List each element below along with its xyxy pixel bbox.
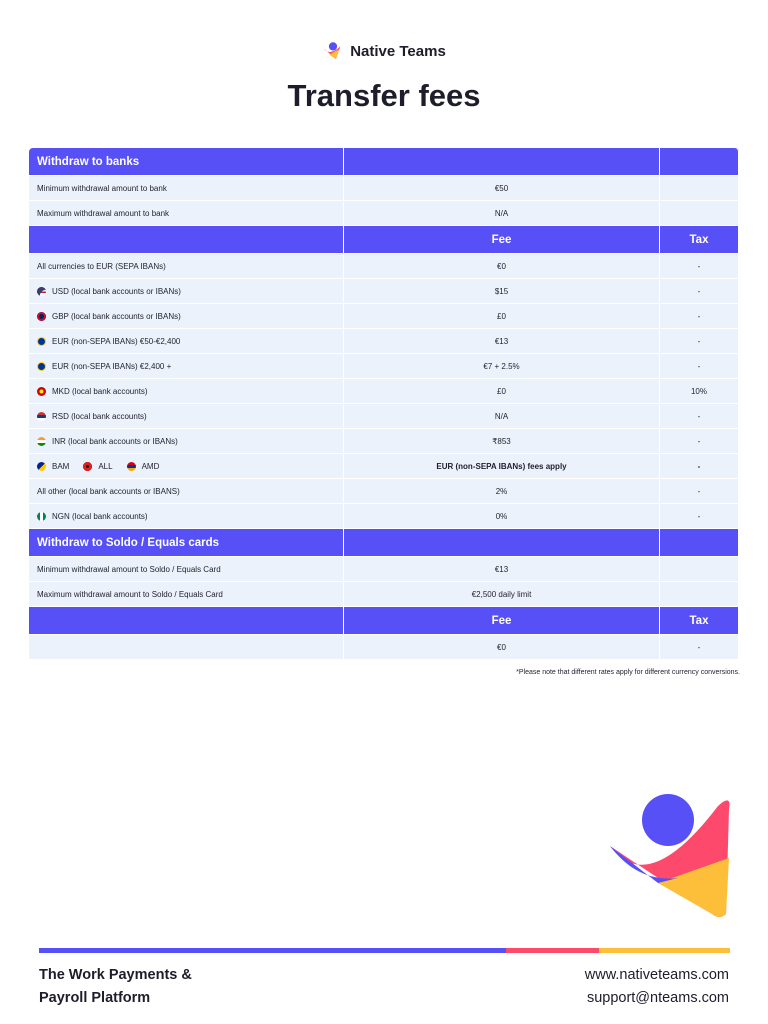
fee-tax-header [29,226,739,254]
fee-column-header: Fee [344,607,660,634]
section-title: Withdraw to Soldo / Equals cards [29,529,344,556]
rs-flag-icon [37,412,46,421]
brand-name: Native Teams [350,42,446,60]
table-row: Maximum withdrawal amount to Soldo / Equals Card €2,500 daily limit [29,582,739,607]
table-row: EUR (non-SEPA IBANs) €2,400 + €7 + 2.5% - [29,354,739,379]
native-teams-logo-icon [322,40,344,62]
table-row: BAM ALL AMD EUR (non-SEPA IBANs) fees apply - [29,454,739,479]
table-row: NGN (local bank accounts) 0% - [29,504,739,529]
eu-flag-icon [37,362,46,371]
table-row: MKD (local bank accounts) £0 10% [29,379,739,404]
tax-column-header: Tax [660,226,739,253]
eu-flag-icon [37,337,46,346]
native-teams-large-logo-icon [608,788,732,918]
table-row: EUR (non-SEPA IBANs) €50-€2,400 €13 - [29,329,739,354]
fee-tax-header [29,607,739,635]
table-row: GBP (local bank accounts or IBANs) £0 - [29,304,739,329]
al-flag-icon [83,462,92,471]
in-flag-icon [37,437,46,446]
table-row: Minimum withdrawal amount to Soldo / Equals Card €13 [29,557,739,582]
table-row: INR (local bank accounts or IBANs) ₹853 - [29,429,739,454]
brand [0,40,768,62]
footer-tagline: The Work Payments & Payroll Platform [39,967,192,1006]
footer-contact [585,964,729,1010]
footer-color-bar [39,948,730,953]
section-header-cards [29,529,739,557]
table-row: RSD (local bank accounts) N/A - [29,404,739,429]
table-row: €0 - [29,635,739,660]
website-link[interactable]: www.nativeteams.com [584,967,729,983]
gb-flag-icon [37,312,46,321]
table-row: Minimum withdrawal amount to bank €50 [29,176,739,201]
mk-flag-icon [37,387,46,396]
section-header-banks [29,148,739,176]
tax-column-header: Tax [660,607,739,634]
us-flag-icon [37,287,46,296]
table-row: USD (local bank accounts or IBANs) $15 - [29,279,739,304]
transfer-fees-table [29,148,739,660]
table-row: All other (local bank accounts or IBANS) 2% - [29,479,739,504]
conversion-note: *Please note that different rates apply for different currency conversions. [516,669,740,676]
am-flag-icon [127,462,136,471]
page-title: Transfer fees [287,78,481,113]
email-link[interactable]: support@nteams.com [586,990,729,1006]
section-title: Withdraw to banks [29,148,344,175]
ba-flag-icon [37,462,46,471]
table-row: All currencies to EUR (SEPA IBANs) €0 - [29,254,739,279]
table-row: Maximum withdrawal amount to bank N/A [29,201,739,226]
fee-column-header: Fee [344,226,660,253]
ng-flag-icon [37,512,46,521]
